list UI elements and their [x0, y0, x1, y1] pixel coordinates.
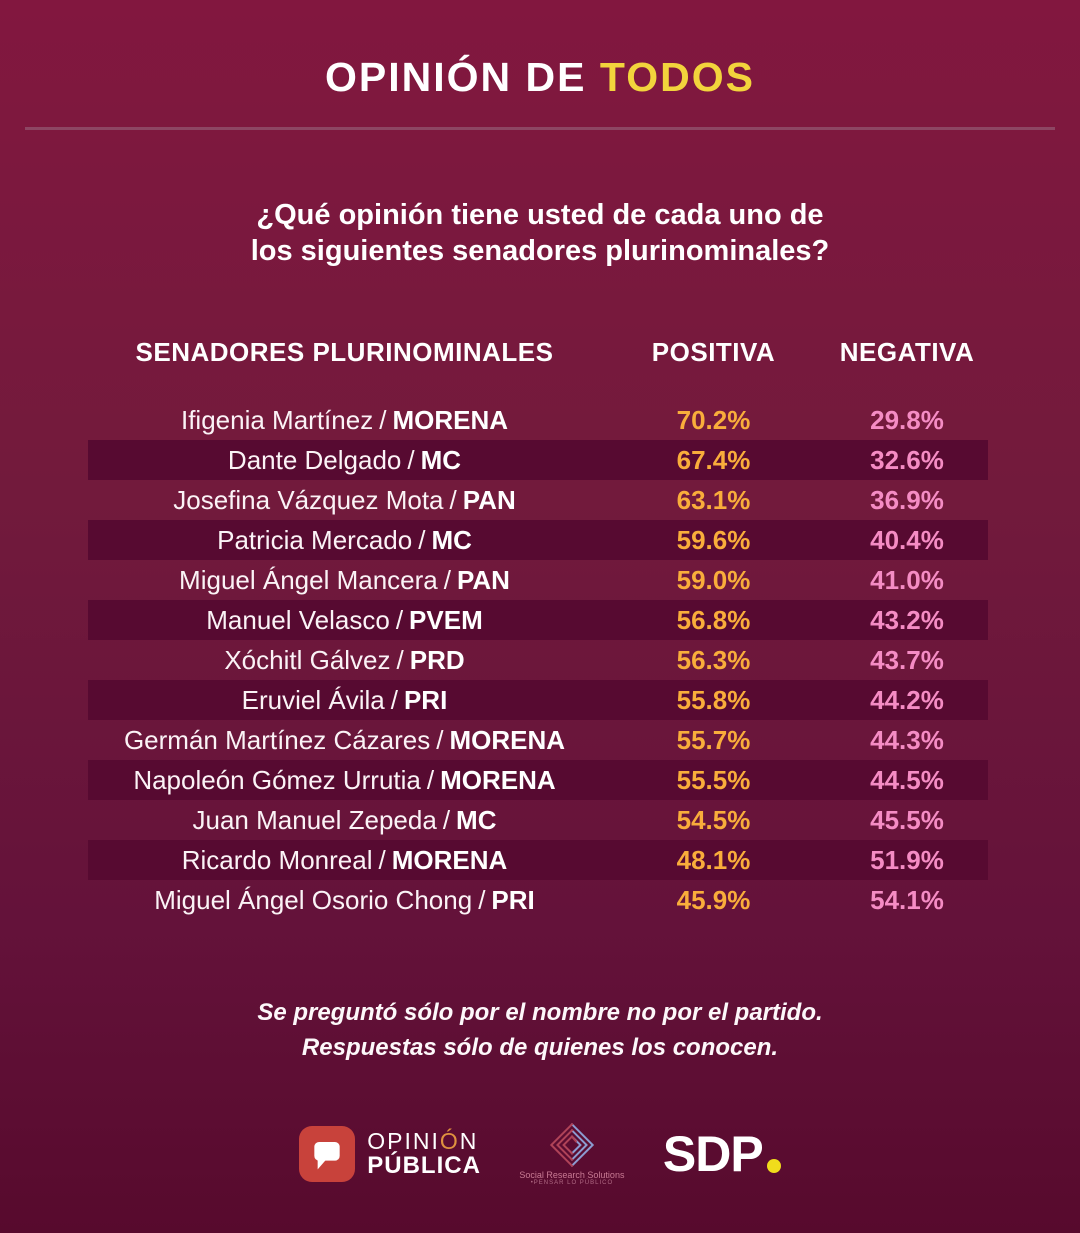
- party-label: MC: [456, 804, 497, 835]
- separator: /: [390, 684, 398, 715]
- party-label: MC: [431, 524, 472, 555]
- negative-value: 32.6%: [870, 444, 944, 475]
- results-table: [88, 332, 988, 920]
- srs-tagline: •PENSAR LO PÚBLICO: [530, 1180, 614, 1186]
- page-title: [0, 54, 1080, 101]
- senator-cell: [88, 445, 601, 476]
- senator-cell: [88, 805, 601, 836]
- footer-logos: [0, 1122, 1080, 1186]
- table-row: [88, 520, 988, 560]
- party-label: MORENA: [440, 764, 556, 795]
- senator-cell: [88, 605, 601, 636]
- table-row: [88, 600, 988, 640]
- table-row: [88, 800, 988, 840]
- srs-wordmark: Social Research Solutions: [519, 1170, 625, 1180]
- separator: /: [396, 644, 404, 675]
- negative-value: 43.7%: [870, 644, 944, 675]
- party-label: PAN: [462, 484, 516, 515]
- separator: /: [443, 564, 451, 595]
- table-row: [88, 440, 988, 480]
- party-label: MORENA: [391, 844, 508, 875]
- opinion-publica-wordmark: [367, 1129, 481, 1178]
- senator-name: Dante Delgado: [227, 444, 402, 475]
- positive-value: 59.6%: [676, 524, 751, 555]
- negative-value: 36.9%: [870, 484, 944, 515]
- senator-name: Manuel Velasco: [206, 604, 390, 635]
- party-label: PAN: [456, 564, 510, 595]
- senator-name: Ifigenia Martínez: [180, 404, 374, 435]
- opinion-publica-logo: [299, 1126, 481, 1182]
- column-header-senators: SENADORES PLURINOMINALES: [135, 336, 554, 367]
- positive-value: 63.1%: [676, 484, 751, 515]
- publica-label: PÚBLICA: [367, 1152, 481, 1180]
- senator-cell: [88, 525, 601, 556]
- senator-cell: [88, 885, 601, 916]
- page-title-accent: TODOS: [599, 54, 755, 100]
- party-label: PRI: [491, 884, 535, 915]
- senator-cell: [88, 645, 601, 676]
- senator-name: Juan Manuel Zepeda: [192, 804, 437, 835]
- column-header-positive: POSITIVA: [651, 336, 776, 367]
- negative-value: 44.3%: [870, 724, 944, 755]
- senator-name: Ricardo Monreal: [181, 844, 373, 875]
- positive-value: 56.3%: [676, 644, 751, 675]
- negative-value: 45.5%: [870, 804, 944, 835]
- separator: /: [478, 884, 486, 915]
- negative-value: 44.5%: [870, 764, 944, 795]
- table-row: [88, 640, 988, 680]
- separator: /: [442, 804, 451, 835]
- senator-cell: [88, 565, 601, 596]
- srs-maze-icon: [549, 1122, 595, 1168]
- senator-cell: [88, 685, 601, 716]
- sdp-wordmark: SDP: [662, 1125, 763, 1182]
- senator-cell: [88, 765, 601, 796]
- senator-cell: [88, 485, 601, 516]
- senator-name: Germán Martínez Cázares: [123, 724, 431, 755]
- negative-value: 43.2%: [870, 604, 944, 635]
- methodology-note-line2: Respuestas sólo de quienes los conocen.: [301, 1034, 779, 1061]
- table-row: [88, 480, 988, 520]
- separator: /: [436, 724, 444, 755]
- table-header-row: [88, 332, 988, 372]
- separator: /: [379, 404, 387, 435]
- sdp-dot-icon: [767, 1159, 781, 1173]
- positive-value: 59.0%: [676, 564, 751, 595]
- separator: /: [378, 844, 386, 875]
- opinion-label: OPINIÓN: [367, 1128, 479, 1155]
- page-title-main: OPINIÓN DE: [325, 54, 587, 100]
- senator-cell: [88, 405, 601, 436]
- survey-question: [0, 197, 1080, 269]
- table-row: [88, 680, 988, 720]
- table-row: [88, 560, 988, 600]
- positive-value: 55.5%: [676, 764, 751, 795]
- senator-name: Josefina Vázquez Mota: [173, 484, 444, 515]
- header-divider: [25, 127, 1055, 130]
- senator-name: Napoleón Gómez Urrutia: [133, 764, 421, 795]
- party-label: PRD: [409, 644, 465, 675]
- positive-value: 55.7%: [676, 724, 751, 755]
- positive-value: 67.4%: [676, 444, 751, 475]
- positive-value: 56.8%: [676, 604, 751, 635]
- senator-name: Xóchitl Gálvez: [224, 644, 391, 675]
- senator-cell: [88, 845, 601, 876]
- negative-value: 41.0%: [870, 564, 944, 595]
- separator: /: [407, 444, 415, 475]
- party-label: MORENA: [392, 404, 508, 435]
- separator: /: [426, 764, 435, 795]
- senator-name: Patricia Mercado: [217, 524, 413, 555]
- negative-value: 54.1%: [870, 884, 944, 915]
- table-row: [88, 760, 988, 800]
- survey-question-line2: los siguientes senadores plurinominales?: [250, 235, 830, 267]
- social-research-solutions-logo: [517, 1122, 627, 1186]
- table-row: [88, 720, 988, 760]
- separator: /: [395, 604, 404, 635]
- negative-value: 40.4%: [870, 524, 944, 555]
- positive-value: 55.8%: [676, 684, 751, 715]
- survey-question-line1: ¿Qué opinión tiene usted de cada uno de: [256, 199, 824, 231]
- negative-value: 44.2%: [870, 684, 944, 715]
- senator-name: Miguel Ángel Osorio Chong: [154, 884, 473, 915]
- accented-o: Ó: [439, 1128, 460, 1155]
- table-row: [88, 880, 988, 920]
- separator: /: [418, 524, 426, 555]
- negative-value: 51.9%: [870, 844, 944, 875]
- speech-bubble-icon: [299, 1126, 355, 1182]
- methodology-note-line1: Se preguntó sólo por el nombre no por el partido.: [257, 999, 823, 1026]
- positive-value: 45.9%: [676, 884, 751, 915]
- separator: /: [449, 484, 457, 515]
- party-label: PRI: [403, 684, 448, 715]
- positive-value: 48.1%: [676, 844, 751, 875]
- column-header-negative: NEGATIVA: [839, 336, 975, 367]
- party-label: MORENA: [449, 724, 566, 755]
- party-label: MC: [420, 444, 462, 475]
- senator-name: Eruviel Ávila: [241, 684, 385, 715]
- table-body: [88, 400, 988, 920]
- negative-value: 29.8%: [870, 404, 944, 435]
- methodology-note: [0, 995, 1080, 1065]
- senator-name: Miguel Ángel Mancera: [179, 564, 438, 595]
- positive-value: 70.2%: [676, 404, 751, 435]
- party-label: PVEM: [409, 604, 483, 635]
- positive-value: 54.5%: [676, 804, 751, 835]
- table-row: [88, 840, 988, 880]
- table-row: [88, 400, 988, 440]
- sdp-logo: [662, 1125, 781, 1182]
- senator-cell: [88, 725, 601, 756]
